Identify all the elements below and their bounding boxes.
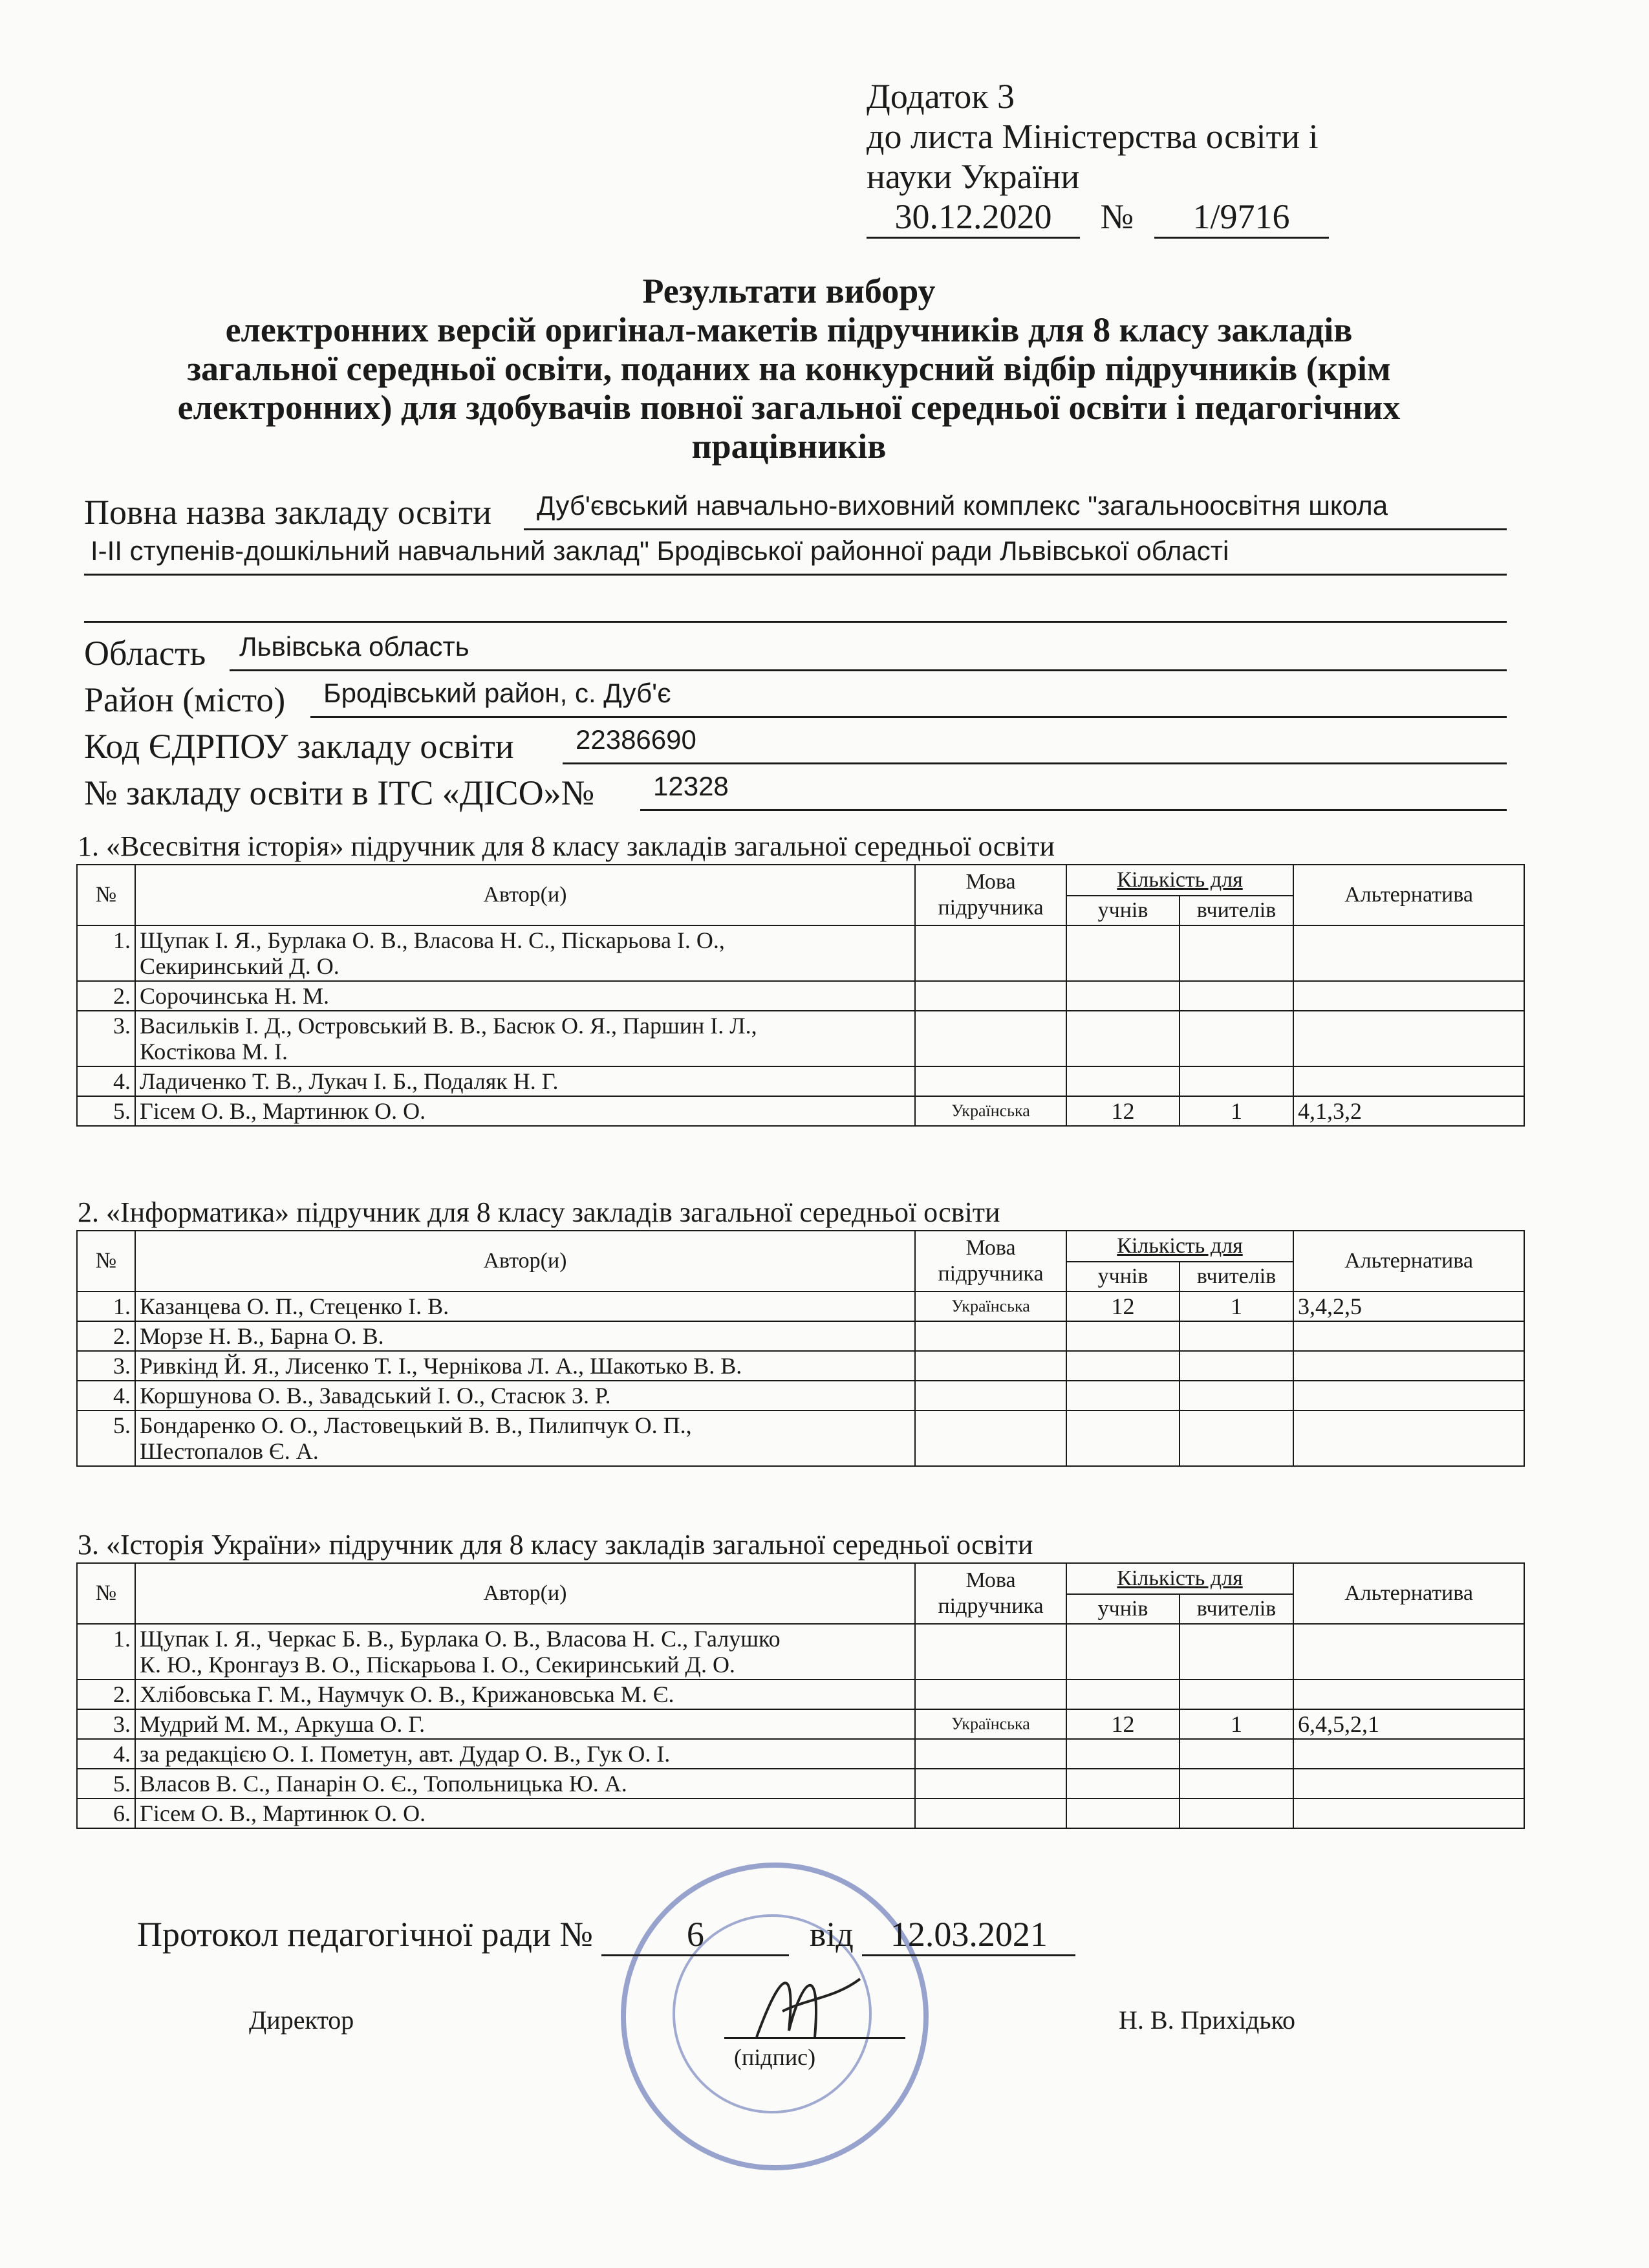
header-students: учнів — [1066, 1262, 1180, 1291]
header-lang: Мова підручника — [915, 1231, 1066, 1291]
table-row: 4. Ладиченко Т. В., Лукач І. Б., Подаляк Н. Г. — [77, 1066, 1524, 1096]
letter-number: 1/9716 — [1154, 197, 1329, 239]
table-ukraine-history — [76, 1562, 1525, 1829]
itc-field — [84, 772, 1507, 814]
edrpou-label: Код ЄДРПОУ закладу освіти — [84, 727, 514, 766]
institution-underline-2 — [84, 574, 1507, 576]
institution-field — [84, 491, 1507, 533]
letter-ref — [867, 197, 1329, 239]
header-teachers: вчителів — [1180, 896, 1293, 925]
header-lang: Мова підручника — [915, 1563, 1066, 1624]
table-row: 2. Морзе Н. В., Барна О. В. — [77, 1321, 1524, 1351]
director-name: Н. В. Прихідько — [1119, 2005, 1295, 2035]
letter-date: 30.12.2020 — [867, 197, 1080, 239]
header-author: Автор(и) — [135, 865, 915, 925]
addendum-ref-line-2: науки України — [867, 157, 1080, 196]
signature-caption: (підпис) — [734, 2044, 816, 2070]
header-num: № — [77, 865, 135, 925]
header-students: учнів — [1066, 896, 1180, 925]
institution-value-1: Дуб'євський навчально-виховний комплекс "загальноосвітня школа — [537, 490, 1388, 521]
table-row: 5. Гісем О. В., Мартинюк О. О. Українська 12 1 4,1,3,2 — [77, 1096, 1524, 1126]
table-row: 5. Власов В. С., Панарін О. Є., Топольницька Ю. А. — [77, 1769, 1524, 1798]
protocol-line — [137, 1914, 1075, 1956]
title-line-2: електронних версій оригінал-макетів підручників для 8 класу закладів — [225, 310, 1353, 349]
header-lang: Мова підручника — [915, 865, 1066, 925]
region-value: Львівська область — [239, 631, 469, 662]
district-value: Бродівський район, с. Дуб'є — [323, 678, 671, 708]
header-alt: Альтернатива — [1293, 865, 1524, 925]
table-row: 1. Казанцева О. П., Стеценко І. В. Українська 12 1 3,4,2,5 — [77, 1291, 1524, 1321]
institution-label: Повна назва закладу освіти — [84, 493, 492, 532]
header-num: № — [77, 1563, 135, 1624]
header-author: Автор(и) — [135, 1231, 915, 1291]
header-teachers: вчителів — [1180, 1262, 1293, 1291]
itc-value: 12328 — [653, 771, 729, 801]
section-2-title: 2. «Інформатика» підручник для 8 класу закладів загальної середньої освіти — [78, 1196, 1000, 1228]
protocol-number: 6 — [601, 1914, 789, 1956]
director-label: Директор — [249, 2005, 354, 2035]
header-teachers: вчителів — [1180, 1594, 1293, 1624]
header-qty: Кількість для — [1066, 1231, 1293, 1262]
document-title — [97, 272, 1481, 466]
edrpou-field — [84, 726, 1507, 767]
protocol-from: від — [809, 1915, 854, 1954]
header-students: учнів — [1066, 1594, 1180, 1624]
table-row: 1. Щупак І. Я., Черкас Б. В., Бурлака О. В., Власова Н. С., Галушко К. Ю., Кронгауз В. О., Піскарьова І. О., Секиринський Д. О. — [77, 1624, 1524, 1679]
district-label: Район (місто) — [84, 680, 286, 719]
table-row: 2. Хлібовська Г. М., Наумчук О. В., Крижановська М. Є. — [77, 1679, 1524, 1709]
title-line-1: Результати вибору — [642, 272, 936, 310]
handwritten-signature — [744, 1953, 873, 2050]
region-field — [84, 632, 1507, 674]
header-alt: Альтернатива — [1293, 1563, 1524, 1624]
section-3-title: 3. «Історія України» підручник для 8 класу закладів загальної середньої освіти — [78, 1529, 1033, 1561]
edrpou-underline — [563, 762, 1507, 764]
blank-line — [84, 621, 1507, 623]
itc-underline — [640, 809, 1507, 811]
table-row: 3. Мудрий М. М., Аркуша О. Г. Українська 12 1 6,4,5,2,1 — [77, 1709, 1524, 1739]
edrpou-value: 22386690 — [576, 724, 696, 755]
institution-field-2 — [84, 537, 1507, 578]
region-underline — [230, 669, 1507, 671]
district-field — [84, 679, 1507, 720]
institution-value-2: І-ІІ ступенів-дошкільний навчальний заклад" Бродівської районної ради Львівської області — [91, 535, 1229, 566]
title-line-5: працівників — [691, 427, 887, 466]
number-sign: № — [1100, 197, 1134, 236]
protocol-label: Протокол педагогічної ради № — [137, 1915, 593, 1954]
table-row: 4. Коршунова О. В., Завадський І. О., Стасюк З. Р. — [77, 1381, 1524, 1410]
header-alt: Альтернатива — [1293, 1231, 1524, 1291]
table-row: 2. Сорочинська Н. М. — [77, 981, 1524, 1011]
header-qty: Кількість для — [1066, 865, 1293, 896]
table-informatics — [76, 1230, 1525, 1467]
header-author: Автор(и) — [135, 1563, 915, 1624]
header-num: № — [77, 1231, 135, 1291]
section-1-title: 1. «Всесвітня історія» підручник для 8 класу закладів загальної середньої освіти — [78, 830, 1055, 862]
table-row: 1. Щупак І. Я., Бурлака О. В., Власова Н. С., Піскарьова І. О., Секиринський Д. О. — [77, 925, 1524, 981]
title-line-3: загальної середньої освіти, поданих на конкурсний відбір підручників (крім — [187, 349, 1391, 388]
addendum-ref-line: до листа Міністерства освіти і — [867, 117, 1319, 156]
table-row: 6. Гісем О. В., Мартинюк О. О. — [77, 1798, 1524, 1828]
table-row: 4. за редакцією О. І. Пометун, авт. Дудар О. В., Гук О. І. — [77, 1739, 1524, 1769]
table-row: 5. Бондаренко О. О., Ластовецький В. В., Пилипчук О. П., Шестопалов Є. А. — [77, 1410, 1524, 1466]
table-world-history — [76, 864, 1525, 1127]
protocol-date: 12.03.2021 — [862, 1914, 1075, 1956]
table-row: 3. Ривкінд Й. Я., Лисенко Т. І., Чернікова Л. А., Шакотько В. В. — [77, 1351, 1524, 1381]
district-underline — [310, 716, 1507, 718]
title-line-4: електронних) для здобувачів повної загальної середньої освіти і педагогічних — [177, 388, 1401, 427]
region-label: Область — [84, 634, 206, 673]
itc-label: № закладу освіти в ІТС «ДІСО»№ — [84, 773, 595, 812]
header-qty: Кількість для — [1066, 1563, 1293, 1594]
table-row: 3. Васильків І. Д., Островський В. В., Басюк О. Я., Паршин І. Л., Костікова М. І. — [77, 1011, 1524, 1066]
addendum-header — [867, 76, 1329, 239]
addendum-number: Додаток 3 — [867, 77, 1015, 116]
